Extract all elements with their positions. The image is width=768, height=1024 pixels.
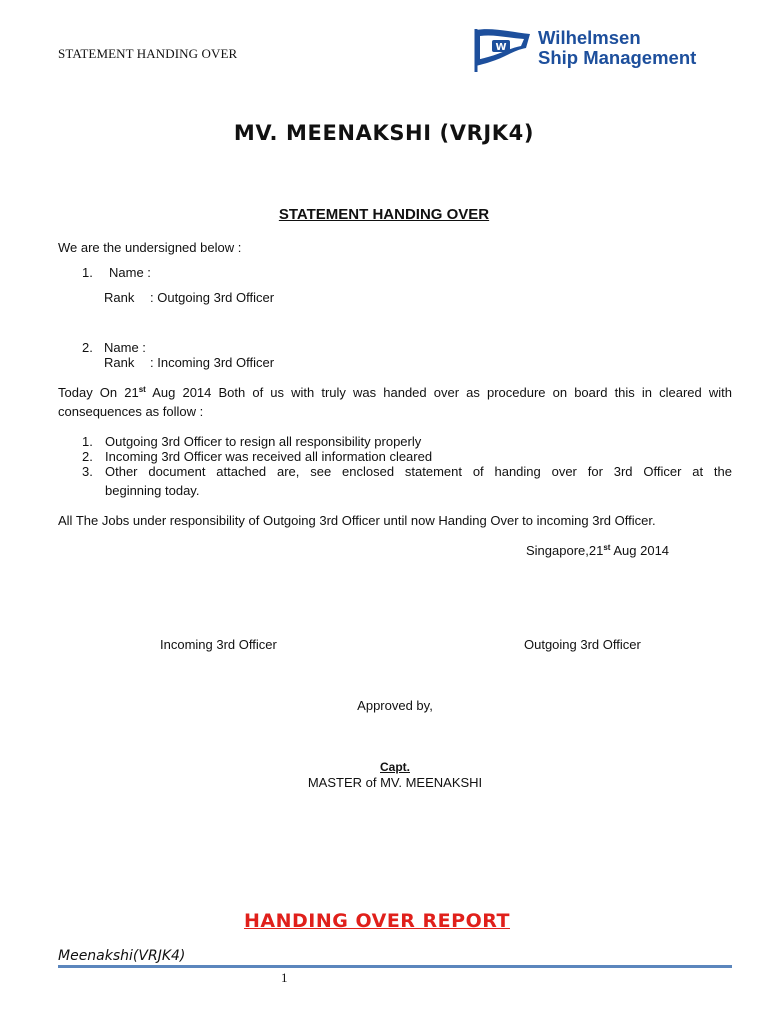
captain-label: Capt. [380, 760, 410, 774]
signature-incoming-officer: Incoming 3rd Officer [160, 637, 277, 652]
logo-line-2: Ship Management [538, 47, 697, 68]
person-1-number: 1. [82, 265, 93, 280]
vessel-title: MV. MEENAKSHI (VRJK4) [233, 121, 535, 145]
report-heading: HANDING OVER REPORT [244, 910, 510, 932]
body-line-1-start: Today On 21 [58, 385, 139, 400]
company-logo [470, 26, 740, 74]
person-2-name-label: Name : [104, 340, 146, 355]
body-line-1-suffix: st [138, 385, 146, 394]
body-line-1-end: Aug 2014 Both of us with truly was handed over as procedure on board this in cleared with [145, 385, 732, 400]
person-1-name-label: Name : [109, 265, 151, 280]
signature-outgoing-officer: Outgoing 3rd Officer [524, 637, 641, 652]
intro-text: We are the undersigned below : [58, 240, 242, 255]
place-date-end: Aug 2014 [610, 543, 670, 558]
closing-text: All The Jobs under responsibility of Outgoing 3rd Officer until now Handing Over to incoming 3rd Officer. [58, 513, 656, 528]
item-1-number: 1. [82, 434, 93, 449]
person-2-rank-label: Rank [104, 355, 135, 370]
master-title: MASTER of MV. MEENAKSHI [307, 775, 483, 790]
flag-logo-icon [470, 26, 534, 74]
logo-text [538, 28, 696, 68]
item-2-text: Incoming 3rd Officer was received all information cleared [105, 449, 433, 464]
footer-vessel-name: Meenakshi(VRJK4) [58, 948, 186, 964]
item-3-text-line-2: beginning today. [105, 483, 200, 498]
person-2-rank-value: : Incoming 3rd Officer [150, 355, 275, 370]
place-date-suffix: st [603, 543, 611, 552]
place-date-start: Singapore,21 [526, 543, 604, 558]
footer-divider [58, 965, 732, 968]
svg-text:W: W [495, 42, 507, 53]
header-title: STATEMENT HANDING OVER [58, 46, 238, 61]
item-1-text: Outgoing 3rd Officer to resign all responsibility properly [105, 434, 422, 449]
page-number: 1 [281, 970, 288, 985]
item-3-number: 3. [82, 464, 93, 479]
person-1-rank-value: : Outgoing 3rd Officer [150, 290, 275, 305]
document-heading: STATEMENT HANDING OVER [278, 206, 490, 223]
item-2-number: 2. [82, 449, 93, 464]
logo-line-1: Wilhelmsen [538, 27, 641, 48]
place-date [526, 543, 669, 558]
item-3-text-line-1: Other document attached are, see enclosed statement of handing over for 3rd Officer at the [105, 464, 732, 479]
body-line-2: consequences as follow : [58, 404, 204, 419]
body-line-1 [58, 385, 732, 401]
person-1-rank-label: Rank [104, 290, 135, 305]
person-2-number: 2. [82, 340, 93, 355]
approved-by: Approved by, [357, 698, 433, 713]
